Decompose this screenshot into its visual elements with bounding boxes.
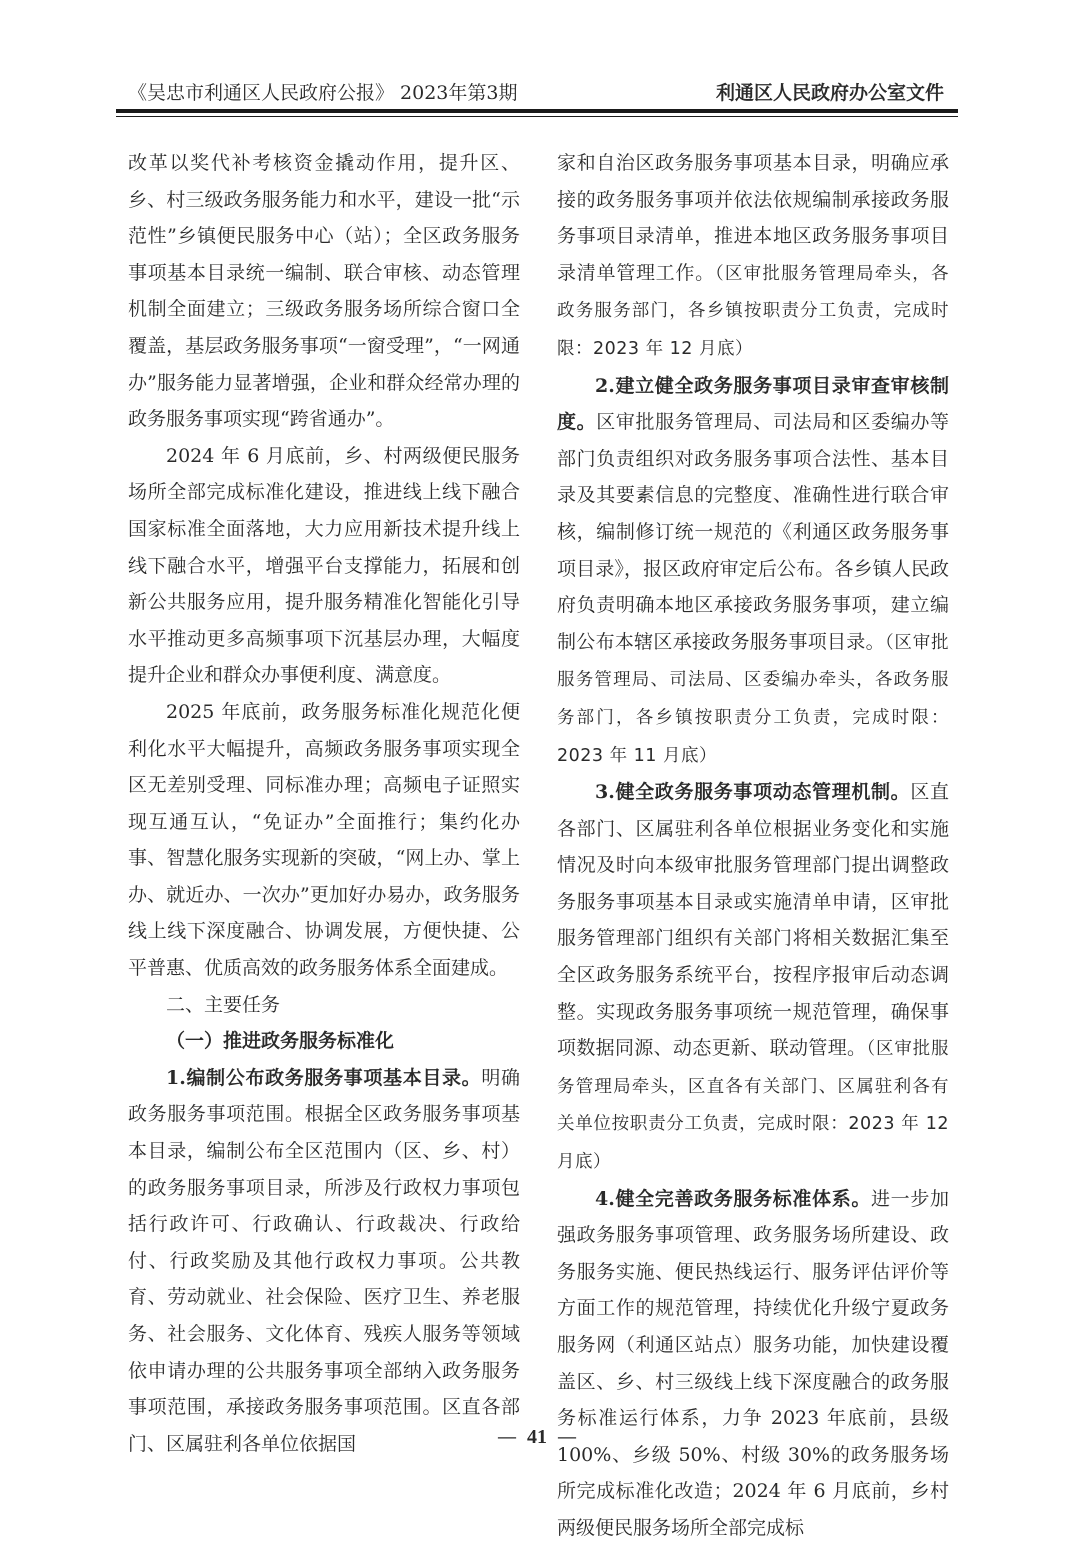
paragraph-item-3: [557, 774, 949, 1181]
paragraph: 2024 年 6 月底前，乡、村两级便民服务场所全部完成标准化建设，推进线上线下融合国家标准全面落地，大力应用新技术提升线上线下融合水平，增强平台支撑能力，拓展和创新公共服务应用，提升服务精准化智能化引导水平推动更多高频事项下沉基层办理，大幅度提升企业和群众办事便利度、满意度。: [128, 444, 520, 687]
paragraph-item-1: [128, 1060, 520, 1463]
paragraph: 2025 年底前，政务服务标准化规范化便利化水平大幅提升，高频政务服务事项实现全区无差别受理、同标准办理；高频电子证照实现互通互认，“免证办”全面推行；集约化办事、智慧化服务实现新的突破，“网上办、掌上办、就近办、一次办”更加好办易办，政务服务线上线下深度融合、协调发展，方便快捷、公平普惠、优质高效的政务服务体系全面建成。: [128, 700, 520, 980]
item-title: 4.健全完善政务服务标准体系。: [595, 1187, 872, 1210]
paragraph: 改革以奖代补考核资金撬动作用，提升区、乡、村三级政务服务能力和水平，建设一批“示范性”乡镇便民服务中心（站）；全区政务服务事项基本目录统一编制、联合审核、动态管理机制全面建立；三级政务服务场所综合窗口全覆盖，基层政务服务事项“一窗受理”，“一网通办”服务能力显著增强，企业和群众经常办理的政务服务事项实现“跨省通办”。: [128, 152, 520, 431]
page-number: [0, 1424, 1074, 1449]
subsection-heading: （一）推进政务服务标准化: [166, 1030, 395, 1053]
item-body: 进一步加强政务服务事项管理、政务服务场所建设、政务服务实施、便民热线运行、服务评估评价等方面工作的规范管理，持续优化升级宁夏政务服务网（利通区站点）服务功能，加快建设覆盖区、乡、村三级线上线下深度融合的政务服务标准运行体系，力争 2023 年底前，县级 100%、乡级 50%、村级 30%的政务服务场所完成标准化改造；2024 年 6 月底前，乡村两级便民服务场所全部完成标: [557, 1187, 949, 1539]
responsibility-note: （区审批服务管理局牵头，区直各有关部门、区属驻利各有关单位按职责分工负责，完成时限：2023 年 12 月底）: [557, 1039, 949, 1173]
item-title: 1.编制公布政务服务事项基本目录。: [166, 1066, 482, 1089]
responsibility-note: （区审批服务管理局牵头，各政务服务部门，各乡镇按职责分工负责，完成时限：2023 年 12 月底）: [557, 263, 949, 359]
item-body: 家和自治区政务服务事项基本目录，明确应承接的政务服务事项并依法依规编制承接政务服务事项目录清单，推进本地区政务服务事项目录清单管理工作。: [557, 152, 949, 284]
item-body: 区审批服务管理局、司法局和区委编办等部门负责组织对政务服务事项合法性、基本目录及其要素信息的完整度、准确性进行联合审核，编制修订统一规范的《利通区政务服务事项目录》，报区政府审定后公布。各乡镇人民政府负责明确本地区承接政务服务事项，建立编制公布本辖区承接政务服务事项目录。: [557, 411, 949, 653]
right-column: [557, 145, 949, 1547]
left-column: [128, 145, 520, 1462]
page-number-value: 41: [527, 1426, 547, 1448]
item-body: 区直各部门、区属驻利各单位根据业务变化和实施情况及时向本级审批服务管理部门提出调整政务服务事项基本目录或实施清单申请，区审批服务管理部门组织有关部门将相关数据汇集至全区政务服务系统平台，按程序报审后动态调整。实现政务服务事项统一规范管理，确保事项数据同源、动态更新、联动管理。: [557, 781, 949, 1060]
document-source: 利通区人民政府办公室文件: [715, 82, 944, 104]
section-heading: 二、主要任务: [166, 993, 281, 1016]
page-dash-left: —: [497, 1424, 517, 1448]
paragraph-item-4: [557, 1181, 949, 1547]
paragraph: [557, 145, 949, 368]
page-dash-right: —: [557, 1424, 577, 1448]
responsibility-note: （区审批服务管理局、司法局、区委编办牵头，各政务服务部门，各乡镇按职责分工负责，完成时限：2023 年 11 月底）: [557, 632, 950, 766]
journal-title: 《吴忠市利通区人民政府公报》 2023年第3期: [128, 82, 518, 104]
item-body: 明确政务服务事项范围。根据全区政务服务事项基本目录，编制公布全区范围内（区、乡、村）的政务服务事项目录，所涉及行政权力事项包括行政许可、行政确认、行政裁决、行政给付、行政奖励及其他行政权力事项。公共教育、劳动就业、社会保险、医疗卫生、养老服务、社会服务、文化体育、残疾人服务等领域依申请办理的公共服务事项全部纳入政务服务事项范围，承接政务服务事项范围。区直各部门、区属驻利各单位依据国: [128, 1066, 520, 1455]
item-title: 3.健全政务服务事项动态管理机制。: [595, 781, 911, 804]
item-title: 2.建立健全政务服务事项目录审查审核制度。: [557, 374, 949, 434]
paragraph-item-2: [557, 368, 949, 775]
header-rule-thick: [116, 109, 958, 113]
header-rule-thin: [116, 116, 958, 117]
